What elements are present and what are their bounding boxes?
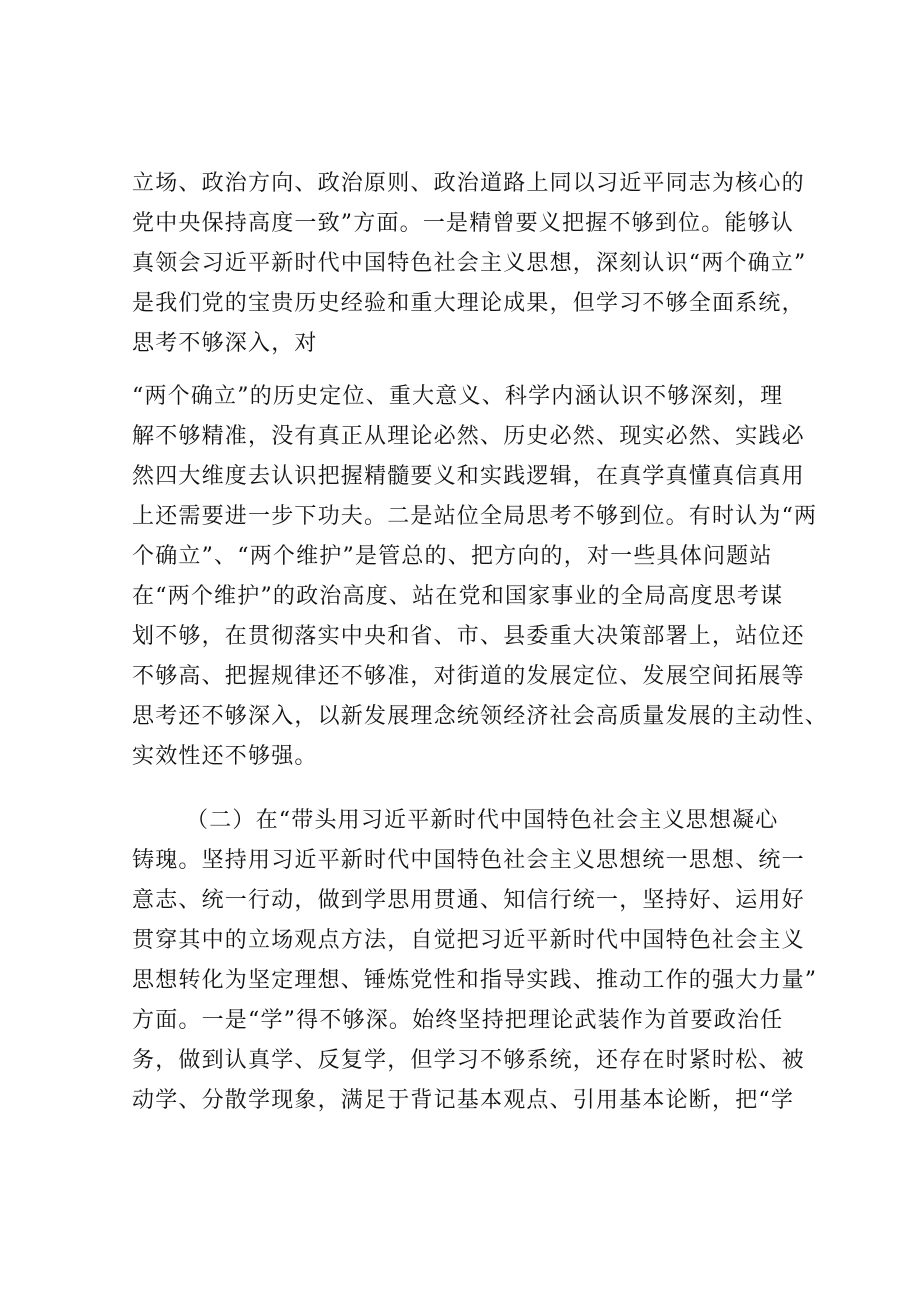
paragraph-1-line-5: 思考不够深入，对 bbox=[132, 331, 318, 356]
paragraph-1-line-12: 划不够，在贯彻落实中央和省、市、县委重大决策部署上，站位还 bbox=[132, 624, 805, 649]
paragraph-1-line-6: “两个确立”的历史定位、重大意义、科学内涵认识不够深刻，理 bbox=[132, 384, 784, 409]
paragraph-2-line-7: 务，做到认真学、反复学，但学习不够系统，还存在时紧时松、被 bbox=[132, 1048, 805, 1073]
paragraph-2-line-1: （二）在“带头用习近平新时代中国特色社会主义思想凝心 bbox=[186, 808, 779, 833]
paragraph-2-line-8: 动学、分散学现象，满足于背记基本观点、引用基本论断，把“学 bbox=[132, 1088, 795, 1113]
paragraph-1-line-10: 个确立”、“两个维护”是管总的、把方向的，对一些具体问题站 bbox=[132, 544, 773, 569]
paragraph-1-line-14: 思考还不够深入，以新发展理念统领经济社会高质量发展的主动性、 bbox=[132, 704, 829, 729]
paragraph-1-line-4: 是我们党的宝贵历史经验和重大理论成果，但学习不够全面系统， bbox=[132, 291, 805, 316]
paragraph-2-line-3: 意志、统一行动，做到学思用贯通、知信行统一，坚持好、运用好 bbox=[132, 888, 805, 913]
paragraph-1-line-8: 然四大维度去认识把握精髓要义和实践逻辑，在真学真懂真信真用 bbox=[132, 464, 805, 489]
paragraph-1-line-9: 上还需要进一步下功夫。二是站位全局思考不够到位。有时认为“两 bbox=[132, 504, 818, 529]
paragraph-1-line-7: 解不够精准，没有真正从理论必然、历史必然、现实必然、实践必 bbox=[132, 424, 805, 449]
paragraph-1-line-3: 真领会习近平新时代中国特色社会主义思想，深刻认识“两个确立” bbox=[132, 251, 807, 276]
paragraph-1-line-2: 党中央保持高度一致”方面。一是精曾要义把握不够到位。能够认 bbox=[132, 211, 795, 236]
paragraph-2-line-5: 思想转化为坚定理想、锤炼党性和指导实践、推动工作的强大力量” bbox=[132, 968, 818, 993]
paragraph-2-line-4: 贯穿其中的立场观点方法，自觉把习近平新时代中国特色社会主义 bbox=[132, 928, 805, 953]
paragraph-2-line-6: 方面。一是“学”得不够深。始终坚持把理论武装作为首要政治任 bbox=[132, 1008, 784, 1033]
paragraph-1-line-11: 在“两个维护”的政治高度、站在党和国家事业的全局高度思考谋 bbox=[132, 584, 784, 609]
paragraph-1-line-1: 立场、政治方向、政治原则、政治道路上同以习近平同志为核心的 bbox=[132, 171, 805, 196]
paragraph-2-line-2: 铸瑰。坚持用习近平新时代中国特色社会主义思想统一思想、统一 bbox=[132, 848, 805, 873]
paragraph-1-line-15: 实效性还不够强。 bbox=[132, 744, 318, 769]
paragraph-1-line-13: 不够高、把握规律还不够准，对街道的发展定位、发展空间拓展等 bbox=[132, 664, 805, 689]
